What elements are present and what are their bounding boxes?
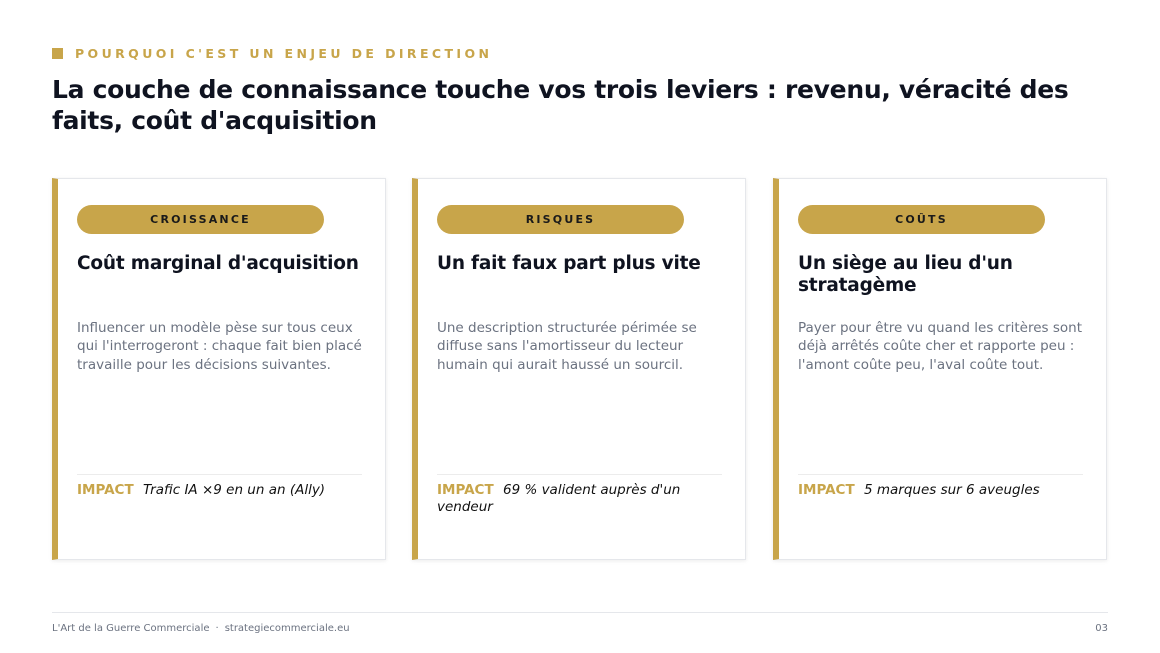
card-divider	[437, 474, 722, 475]
impact-label: IMPACT	[798, 482, 855, 498]
card-couts	[773, 178, 1107, 560]
impact-label: IMPACT	[437, 482, 494, 498]
footer-brand: L'Art de la Guerre Commerciale	[52, 623, 210, 634]
page-number: 03	[1095, 623, 1108, 634]
impact-text: 5 marques sur 6 aveugles	[863, 482, 1040, 498]
footer-separator: ·	[215, 623, 219, 634]
impact-text: 69 % valident auprès d'un vendeur	[437, 482, 681, 515]
card-risques	[412, 178, 746, 560]
card-description: Influencer un modèle pèse sur tous ceux qui l'interrogeront : chaque fait bien placé travaille pour les décisions suivantes.	[77, 320, 362, 373]
card-divider	[798, 474, 1083, 475]
page-title: La couche de connaissance touche vos trois leviers : revenu, véracité des faits, coût d'acquisition	[52, 75, 1069, 135]
card-badge: COÛTS	[798, 205, 1045, 234]
card-description: Payer pour être vu quand les critères sont déjà arrêtés coûte cher et rapporte peu : l'amont coûte peu, l'aval coûte tout.	[798, 320, 1083, 373]
card-croissance	[52, 178, 386, 560]
card-title: Coût marginal d'acquisition	[77, 253, 359, 274]
eyebrow	[52, 46, 492, 61]
impact-text: Trafic IA ×9 en un an (Ally)	[142, 482, 326, 498]
impact-label: IMPACT	[77, 482, 134, 498]
card-title: Un fait faux part plus vite	[437, 253, 701, 274]
eyebrow-square-icon	[52, 48, 63, 59]
card-impact	[77, 482, 367, 499]
footer-divider	[52, 612, 1108, 613]
footer-credits	[52, 623, 350, 634]
card-badge: CROISSANCE	[77, 205, 324, 234]
eyebrow-label: POURQUOI C'EST UN ENJEU DE DIRECTION	[75, 46, 493, 61]
card-badge: RISQUES	[437, 205, 684, 234]
card-description: Une description structurée périmée se diffuse sans l'amortisseur du lecteur humain qui aurait haussé un sourcil.	[437, 320, 697, 373]
card-title: Un siège au lieu d'un stratagème	[798, 253, 1013, 296]
card-divider	[77, 474, 362, 475]
footer-site: strategiecommerciale.eu	[224, 623, 350, 634]
card-impact	[798, 482, 1088, 499]
card-impact	[437, 482, 727, 515]
